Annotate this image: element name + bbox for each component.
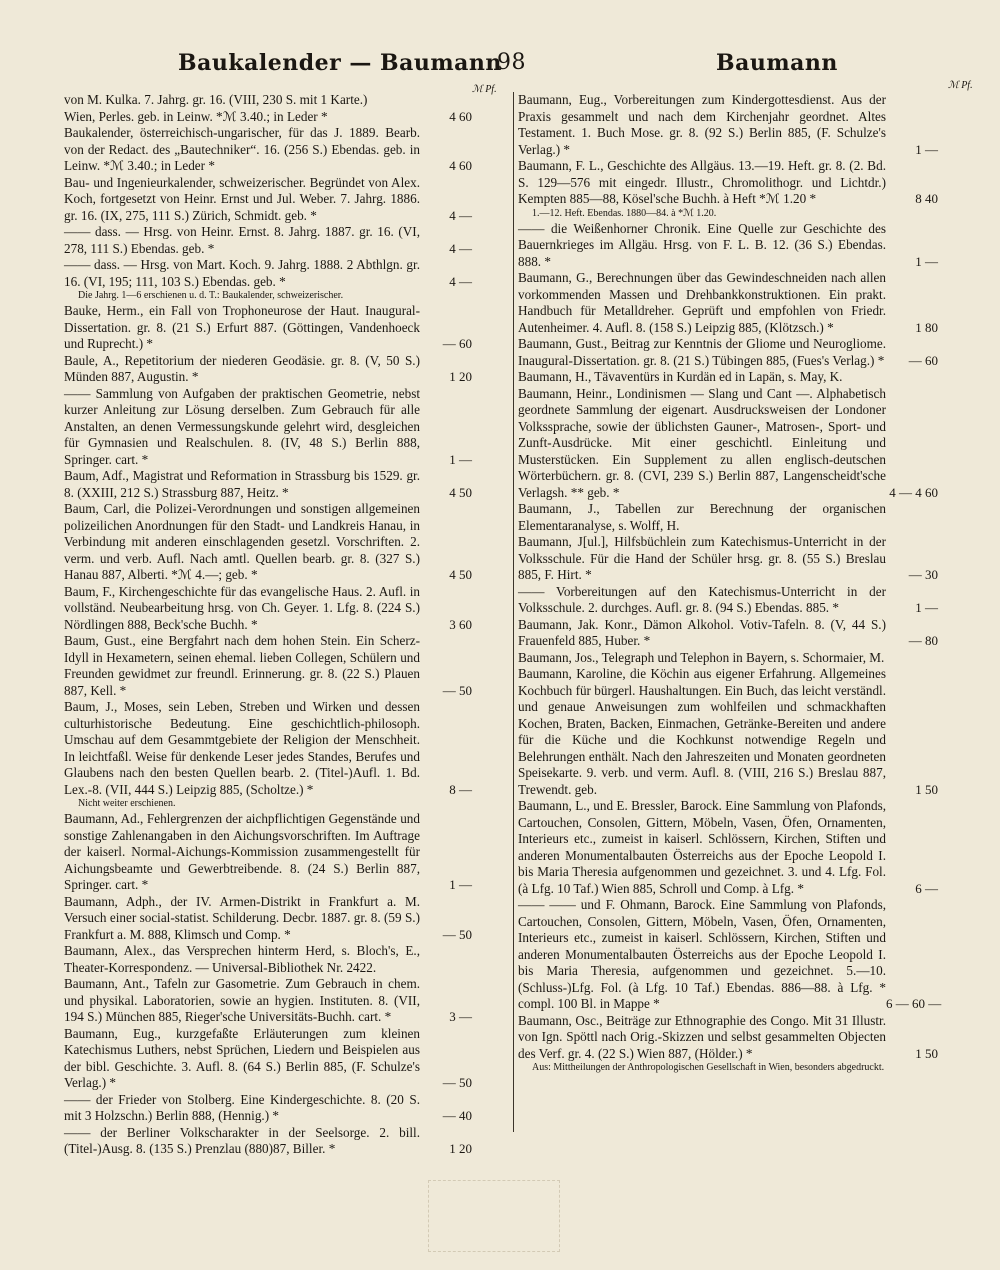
entry-text: Baumann, J[ul.], Hilfsbüchlein zum Katechismus-Unterricht in der Volksschule. Für die Hand der Schüler hrsg. gr. 8. (55 S.) Breslau 885, F. Hirt. * xyxy=(518,534,886,582)
catalog-entry xyxy=(64,125,472,175)
entry-text: Baumann, Eug., Vorbereitungen zum Kindergottesdienst. Aus der Praxis gesammelt und nach dem Kirchenjahr geordnet. Altes Testament. 1. Buch Mose. gr. 8. (92 S.) Berlin 885, (F. Schulze's Verlag.) * xyxy=(518,92,886,157)
entry-text: Baumann, Eug., kurzgefaßte Erläuterungen zum kleinen Katechismus Luthers, nebst Sprüchen, Liedern und Beispielen aus der bibl. Geschichte. 3. Aufl. 8. (64 S.) Berlin 885, (F. Schulze's Verlag.) * xyxy=(64,1025,420,1090)
catalog-entry xyxy=(64,290,472,302)
catalog-entry xyxy=(518,208,938,220)
entry-price: 1 — xyxy=(915,253,938,269)
entry-text: Baumann, Ad., Fehlergrenzen der aichpflichtigen Gegenstände und sonstige Zahlenangaben in den Aichungsvorschriften. Im Auftrage der kaiserl. Normal-Aichungs-Kommission zusammengestellt für Aichungsbeamte und Gewerbtreibende. 8. (24 S.) Berlin 887, Springer. cart. * xyxy=(64,811,420,892)
catalog-entry xyxy=(64,175,472,225)
entry-price: 3 — xyxy=(449,1009,472,1024)
entry-text: Baumann, J., Tabellen zur Berechnung der organischen Elementaranalyse, s. Wolff, H. xyxy=(518,501,886,533)
entry-price: 4 60 xyxy=(449,108,472,124)
entry-text: Wien, Perles. geb. in Leinw. *ℳ 3.40.; in Leder * xyxy=(64,108,328,124)
entry-price: 6 — xyxy=(915,880,938,896)
entry-price: — 30 xyxy=(908,567,938,582)
catalog-entry xyxy=(518,92,938,158)
catalog-entry xyxy=(518,897,942,1013)
catalog-entry xyxy=(64,501,472,584)
entry-text: Baumann, Osc., Beiträge zur Ethnographie des Congo. Mit 31 Illustr. von Ign. Spöttl nach Orig.-Skizzen und selbst gesammelten Objecten des Verf. gr. 4. (22 S.) Wien 887, (Hölder.) * xyxy=(518,1012,886,1061)
right-column xyxy=(518,92,942,1075)
entry-price: 8 — xyxy=(449,781,472,797)
entry-price: — 80 xyxy=(908,633,938,648)
entry-text: Baum, F., Kirchengeschichte für das evangelische Haus. 2. Aufl. in vollständ. Neubearbeitung hrsg. von Ch. Geyer. 1. Lfg. 8. (224 S.) Nördlingen 888, Beck'sche Buchh. * xyxy=(64,583,420,632)
entry-note: 1.—12. Heft. Ebendas. 1880—84. à *ℳ 1.20. xyxy=(532,207,717,219)
price-unit-left: ℳ Pf. xyxy=(472,84,497,95)
page-number: 98 xyxy=(497,50,526,75)
entry-text: Baumann, Alex., das Versprechen hinterm Herd, s. Bloch's, E., Theater-Korrespondenz. — Universal-Bibliothek Nr. 2422. xyxy=(64,943,420,975)
catalog-entry xyxy=(64,894,472,944)
catalog-entry xyxy=(518,1013,938,1063)
entry-note: Aus: Mittheilungen der Anthropologischen Gesellschaft in Wien, besonders abgedruckt. xyxy=(532,1062,885,1073)
entry-text: —— dass. — Hrsg. von Heinr. Ernst. 8. Jahrg. 1887. gr. 16. (VI, 278, 111 S.) Ebendas. geb. * xyxy=(64,224,420,256)
catalog-entry xyxy=(64,224,472,257)
entry-text: —— der Berliner Volkscharakter in der Seelsorge. 2. bill. (Titel-)Ausg. 8. (135 S.) Prenzlau (880)87, Biller. * xyxy=(64,1124,420,1156)
entry-note: Die Jahrg. 1—6 erschienen u. d. T.: Baukalender, schweizerischer. xyxy=(78,290,344,301)
entry-price: 8 40 xyxy=(915,191,938,206)
entry-text: Baum, Adf., Magistrat und Reformation in Strassburg bis 1529. gr. 8. (XXIII, 212 S.) Strassburg 887, Heitz. * xyxy=(64,468,420,500)
catalog-entry xyxy=(518,386,938,502)
entry-text: Baumann, Karoline, die Köchin aus eigener Erfahrung. Allgemeines Kochbuch für bürgerl. Haushaltungen. Ein Buch, das leicht verständl. und genaue Anweisungen zum wohlfeilen und schmackhaften Kochen, Braten, Backen, Einmachen, Getränke-Bereiten und andere für die Küche und die Kochkunst notwendige Regeln und Belehrungen enthält. Nach den Jahreszeiten und Monaten geordneten Speisekarte. 9. verb. und verm. Aufl. 8. (VIII, 216 S.) Breslau 887, Trewendt. geb. xyxy=(518,666,886,797)
entry-text: Bau- und Ingenieurkalender, schweizerischer. Begründet von Alex. Koch, fortgesetzt von Heinr. Ernst und Jul. Weber. 7. Jahrg. 1886. gr. 16. (IX, 275, 111 S.) Zürich, Schmidt. geb. * xyxy=(64,174,420,223)
entry-price: 4 50 xyxy=(449,484,472,500)
catalog-entry xyxy=(64,798,472,810)
catalog-entry xyxy=(518,534,938,584)
entry-price: 1 50 xyxy=(915,781,938,797)
entry-price: 1 — xyxy=(449,451,472,467)
entry-price: 4 — xyxy=(449,240,472,256)
column-divider xyxy=(513,92,514,1132)
entry-text: —— Sammlung von Aufgaben der praktischen Geometrie, nebst kurzer Anleitung zur Lösung derselben. Zum Gebrauch für alle Anstalten, an denen Vermessungskunde gelehrt wird, desgleichen für Gymnasien und Realschulen. 8. (IV, 48 S.) Berlin 888, Springer. cart. * xyxy=(64,385,420,467)
entry-price: 4 — xyxy=(449,273,472,289)
catalog-entry xyxy=(64,386,472,469)
entry-text: —— Vorbereitungen auf den Katechismus-Unterricht in der Volksschule. 2. durchges. Aufl. gr. 8. (94 S.) Ebendas. 885. * xyxy=(518,583,886,615)
catalog-entry xyxy=(64,943,472,976)
catalog-entry xyxy=(518,798,938,897)
catalog-entry xyxy=(518,270,938,336)
entry-text: Baumann, H., Tävaventürs in Kurdän ed in Lapän, s. May, K. xyxy=(518,369,843,384)
catalog-entry xyxy=(64,1026,472,1092)
catalog-entry xyxy=(518,584,938,617)
entry-text: Baumann, G., Berechnungen über das Gewindeschneiden nach allen vorkommenden Massen und Drehbankkonstruktionen. Ein prakt. Handbuch für Metalldreher. Geprüft und empfohlen von Friedr. Autenheimer. 4. Aufl. 8. (158 S.) Leipzig 885, (Klötzsch.) * xyxy=(518,270,886,335)
entry-price: 1 — xyxy=(449,877,472,892)
catalog-entry xyxy=(518,1062,938,1074)
entry-text: —— dass. — Hrsg. von Mart. Koch. 9. Jahrg. 1888. 2 Abthlgn. gr. 16. (VI, 195; 111, 103 S.) Ebendas. geb. * xyxy=(64,257,420,289)
catalog-entry xyxy=(64,811,472,894)
catalog-entry xyxy=(518,666,938,798)
entry-text: Baumann, Jos., Telegraph und Telephon in Bayern, s. Schormaier, M. xyxy=(518,649,885,665)
entry-text: Baum, Gust., eine Bergfahrt nach dem hohen Stein. Ein Scherz-Idyll in Hexametern, seinen ehemal. lieben Collegen, Schülern und Freunden gewidmet zur freundl. Erinnerung. gr. 8. (22 S.) Plauen 887, Kell. * xyxy=(64,633,420,698)
entry-price: 4 50 xyxy=(449,567,472,582)
entry-price: 1 20 xyxy=(449,369,472,384)
entry-price: — 50 xyxy=(442,926,472,942)
entry-price: 6 — 60 — xyxy=(886,996,942,1011)
catalog-entry xyxy=(64,699,472,798)
entry-price: — 50 xyxy=(442,1075,472,1090)
catalog-entry xyxy=(518,336,938,369)
catalog-entry xyxy=(64,303,472,353)
catalog-entry xyxy=(64,468,472,501)
catalog-entry xyxy=(64,257,472,290)
entry-text: Baukalender, österreichisch-ungarischer, für das J. 1889. Bearb. von der Redact. des „Bautechniker“. 16. (256 S.) Ebendas. geb. in Leinw. *ℳ 3.40.; in Leder * xyxy=(64,125,420,173)
entry-price: — 60 xyxy=(908,352,938,368)
catalog-entry xyxy=(518,369,938,386)
catalog-entry xyxy=(518,221,938,271)
entry-price: 1 — xyxy=(915,600,938,615)
entry-price: 1 50 xyxy=(915,1045,938,1061)
catalog-entry xyxy=(518,650,938,667)
entry-text: Baumann, L., und E. Bressler, Barock. Eine Sammlung von Plafonds, Cartouchen, Consolen, Gittern, Möbeln, Vasen, Öfen, Ornamenten, Interieurs etc., zumeist in kaiserl. Schlössern, Kirchen, Stiften und anderen Monumentalbauten Österreichs aus der Epoche Leopold I. bis Maria Theresia aufgenommen und gezeichnet. 3. und 4. Lfg. Fol. (à Lfg. 10 Taf.) Wien 885, Schroll und Comp. à Lfg. * xyxy=(518,798,886,896)
entry-price: 4 60 xyxy=(449,158,472,173)
entry-text: Baumann, Adph., der IV. Armen-Distrikt in Frankfurt a. M. Versuch einer social-statist. Schilderung. Decbr. 1887. gr. 8. (59 S.) Frankfurt a. M. 888, Klimsch und Comp. * xyxy=(64,893,420,942)
entry-text: Bauke, Herm., ein Fall von Trophoneurose der Haut. Inaugural-Dissertation. gr. 8. (21 S.) Erfurt 887. (Göttingen, Vandenhoeck und Ruprecht.) * xyxy=(64,303,420,351)
entry-text: Baumann, Heinr., Londinismen — Slang und Cant —. Alphabetisch geordnete Sammlung der eigenart. Ausdrucksweisen der Londoner Volkssprache, sowie der üblichsten Gauner-, Matrosen-, Sport- und Zunft-Ausdrücke. Mit einer geschichtl. Einleitung und Musterstücken. Ein Supplement zu allen englisch-deutschen Wörterbüchern. gr. 8. (CVI, 239 S.) Berlin 887, Langenscheidt'sche Verlagsh. ** geb. * xyxy=(518,385,886,500)
entry-text: —— —— und F. Ohmann, Barock. Eine Sammlung von Plafonds, Cartouchen, Consolen, Gittern, Möbeln, Vasen, Öfen, Ornamenten, Interieurs etc., zumeist in kaiserl. Schlössern, Kirchen, Stiften und anderen Monumentalbauten Österreichs aus der Epoche Leopold I. bis Maria Theresia, aufgenommen und gezeichnet. 5.—10. (Schluss-)Lfg. Fol. (à Lfg. 10 Taf.) Ebendas. 886—88. à Lfg. * compl. 100 Bl. in Mappe * xyxy=(518,897,886,1011)
entry-text: Baumann, Ant., Tafeln zur Gasometrie. Zum Gebrauch in chem. und physikal. Laboratorien, sowie an hygien. Instituten. 8. (VII, 194 S.) München 885, Rieger'sche Universitäts-Buchh. cart. * xyxy=(64,976,420,1024)
entry-text: —— die Weißenhorner Chronik. Eine Quelle zur Geschichte des Bauernkrieges im Allgäu. Hrsg. von F. L. B. 12. (36 S.) Ebendas. 888. * xyxy=(518,220,886,269)
catalog-entry xyxy=(64,633,472,699)
catalog-entry xyxy=(64,584,472,634)
entry-text: von M. Kulka. 7. Jahrg. gr. 16. (VIII, 230 S. mit 1 Karte.) xyxy=(64,92,368,107)
entry-note: Nicht weiter erschienen. xyxy=(78,798,176,809)
entry-price: 3 60 xyxy=(449,616,472,632)
entry-price: 4 — xyxy=(449,207,472,223)
entry-price: 1 20 xyxy=(449,1141,472,1156)
catalog-entry xyxy=(518,617,938,650)
entry-text: —— der Frieder von Stolberg. Eine Kindergeschichte. 8. (20 S. mit 3 Holzschn.) Berlin 888, (Hennig.) * xyxy=(64,1091,420,1123)
catalog-entry xyxy=(518,158,938,208)
entry-price: — 50 xyxy=(442,682,472,698)
catalog-entry xyxy=(518,501,938,534)
library-stamp xyxy=(428,1180,560,1252)
catalog-entry xyxy=(64,353,472,386)
entry-text: Baum, J., Moses, sein Leben, Streben und Wirken und dessen culturhistorische Bedeutung. Eine geschichtlich-philosoph. Umschau auf dem Gesammtgebiete der Religion der Menschheit. In leichtfaßl. Weise für denkende Leser jedes Standes, Berufes und Glaubens nach den besten Quellen bearb. 2. (Titel-)Aufl. 1. Bd. Lex.-8. (VII, 444 S.) Leipzig 885, (Scholtze.) * xyxy=(64,699,420,797)
entry-price: — 40 xyxy=(442,1108,472,1123)
entry-text: Baumann, Gust., Beitrag zur Kenntnis der Gliome und Neurogliome. Inaugural-Dissertation. gr. 8. (21 S.) Tübingen 885, (Fues's Verlag.) * xyxy=(518,336,886,368)
entry-price: 1 — xyxy=(915,141,938,157)
catalog-entry xyxy=(64,976,472,1026)
entry-text: Baumann, F. L., Geschichte des Allgäus. 13.—19. Heft. gr. 8. (2. Bd. S. 129—576 mit eingedr. Illustr., Chromolithogr. und Lichtdr.) Kempten 885—88, Kösel'sche Buchh. à Heft *ℳ 1.20 * xyxy=(518,158,886,206)
entry-text: Baumann, Jak. Konr., Dämon Alkohol. Votiv-Tafeln. 8. (V, 44 S.) Frauenfeld 885, Huber. * xyxy=(518,616,886,648)
running-head-left: Baukalender — Baumann xyxy=(178,50,502,76)
entry-price: 4 — 4 60 xyxy=(889,484,938,500)
entry-price: 1 80 xyxy=(915,319,938,335)
entry-text: Baum, Carl, die Polizei-Verordnungen und sonstigen allgemeinen polizeilichen Anordnungen für den Stadt- und Landkreis Hanau, in Verbindung mit anderen einschlagenden gesetzl. Vorschriften. 2. verm. und verb. Aufl. Nach amtl. Quellen bearb. gr. 8. (327 S.) Hanau 887, Alberti. *ℳ 4.—; geb. * xyxy=(64,501,420,582)
catalog-entry xyxy=(64,1092,472,1125)
catalog-entry xyxy=(64,109,472,126)
price-unit-right: ℳ Pf. xyxy=(948,80,973,91)
entry-text: Baule, A., Repetitorium der niederen Geodäsie. gr. 8. (V, 50 S.) Münden 887, Augustin. * xyxy=(64,352,420,384)
entry-price: — 60 xyxy=(442,336,472,351)
running-head-right: Baumann xyxy=(716,50,838,76)
catalog-entry xyxy=(64,92,472,109)
left-column xyxy=(64,92,472,1158)
catalog-entry xyxy=(64,1125,472,1158)
